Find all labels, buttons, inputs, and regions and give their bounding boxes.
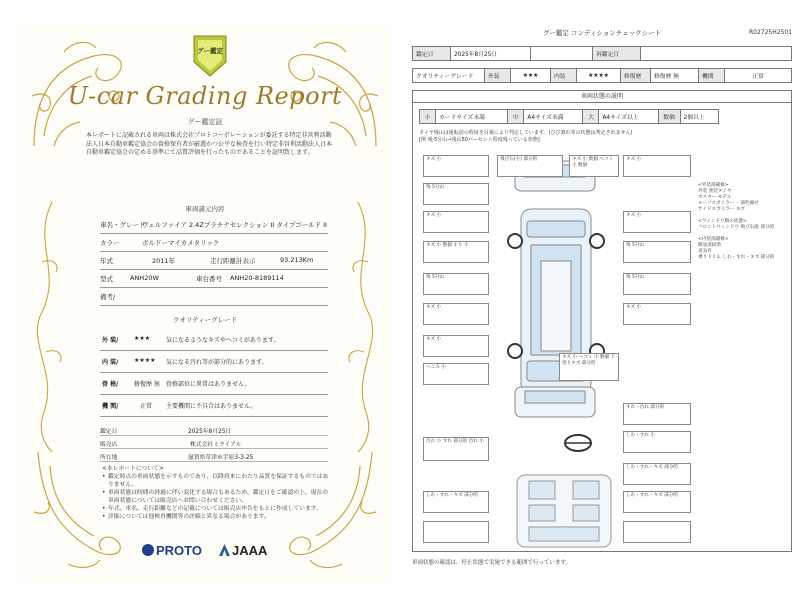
dealer-value: 株式会社ミライアル xyxy=(190,441,242,448)
legend-several-desc: 2個以上 xyxy=(680,110,718,124)
callout-box: キズ 小 ヘコミ 小 数個 下塗りキズ 部分的 xyxy=(559,353,619,381)
year-label: 年式 xyxy=(100,257,113,265)
legend-several: 数個 xyxy=(658,110,680,124)
note-item: • 鑑定時点の車両状態を示すものであり、以降将来にわたり品質を保証するものではありません。 xyxy=(102,473,330,489)
report-title: U-car Grading Report xyxy=(67,82,343,110)
date-value: 2025年8月25日 xyxy=(188,428,232,435)
hdr-redate-value xyxy=(641,47,792,61)
emblem-label: グー鑑定 xyxy=(197,47,223,55)
note-item: • 車両状態は時間の経過に伴い変化する場合もあるため、鑑定日をご確認の上、現在の車両状態については販売店へお問い合わせください。 xyxy=(102,489,330,505)
callout-box: キズ 小 数個 すり 小 xyxy=(423,241,489,263)
hdr-ext-label: 外装 xyxy=(485,69,511,83)
mileage-value: 93,213Km xyxy=(280,256,314,264)
hdr-mech-label: 機関 xyxy=(699,69,725,83)
sheet-footer-note: 車両状態の確認は、停止状態で実施できる範囲で行っています。 xyxy=(412,560,572,566)
spec-row-color xyxy=(100,234,328,252)
side-note-line: カスター モデル xyxy=(698,195,732,200)
model-label: 型式 xyxy=(100,275,113,283)
hdr-repair-label: 修復歴 xyxy=(621,69,651,83)
callout-box: キズ 小 xyxy=(623,303,691,325)
callout-box-empty xyxy=(423,521,489,543)
hdr-int-label: 内装 xyxy=(551,69,577,83)
info-row-address xyxy=(100,449,328,462)
side-note-line: <ウィンドウ類の状態> xyxy=(698,219,747,224)
side-note-line: <外装部補修> xyxy=(698,183,729,188)
callout-box: しわ・すれ・キズ 部分的 xyxy=(623,491,691,513)
side-note-line: 外装 塗装タイヤ xyxy=(698,189,732,194)
size-legend xyxy=(419,109,719,124)
exterior-stars: ★★★ xyxy=(134,335,151,342)
exterior-text: 気になるようなキズやヘコミがあります。 xyxy=(166,337,280,344)
callout-box: キズ 小 xyxy=(423,211,489,233)
side-note-line: 乗りドリム しわ・すれ・キズ 部分的 xyxy=(698,255,775,260)
callout-box: すれ・汚れ 部分的 xyxy=(623,403,691,425)
spec-heading: 車両諸元内容 xyxy=(185,205,225,213)
callout-box: 汚れ 小 すれ 部分的 汚れ 小 xyxy=(423,437,489,461)
tire-note: タイヤ残山は運転前の程度を目視により判定しています。(ひび割れ等の状態は判定されません) xyxy=(419,130,633,136)
grading-certificate xyxy=(18,22,392,582)
side-note-line: 臭気有 xyxy=(698,249,712,254)
flourish-right-side xyxy=(338,202,388,452)
callout-box: 残 5分山 xyxy=(623,241,691,263)
address-label: 所在地 xyxy=(100,454,118,461)
side-note-line: <内装部補修> xyxy=(698,237,729,242)
interior-label: 内 装/ xyxy=(102,359,119,366)
info-row-dealer xyxy=(100,436,328,449)
proto-logo-text: PROTO xyxy=(156,543,202,558)
callout-box: キズ 小 xyxy=(623,211,691,233)
side-note-line: サイドスポイラー キズ xyxy=(698,207,745,212)
callout-box: 残 5分山 xyxy=(423,183,489,205)
exterior-label: 外 装/ xyxy=(102,337,119,344)
year-value: 2011年 xyxy=(152,257,176,265)
mech-label: 機 関/ xyxy=(102,403,119,410)
address-value: 滋賀県草津市手原3-3-25 xyxy=(188,454,254,461)
legend-medium: 中 xyxy=(508,110,524,124)
legend-large-desc: A4サイズ以上 xyxy=(599,110,658,124)
hdr-empty xyxy=(531,47,593,61)
interior-text: 気になる汚れ等が部分的にあります。 xyxy=(166,359,268,366)
document-number: R02725H2501 xyxy=(748,29,792,36)
grade-row-mechanical xyxy=(100,395,328,417)
spec-row-year xyxy=(100,252,328,270)
note-item: • 年式、車名、走行距離などの記載については販売店申告をもとに作成しています。 xyxy=(102,505,330,513)
side-note-line: 簡易清掃済 xyxy=(698,243,721,248)
grade-row-frame xyxy=(100,373,328,395)
jaaa-logo xyxy=(219,543,267,558)
callout-box: 残 5分山 xyxy=(423,273,489,295)
callout-box: へこみ 小 xyxy=(423,363,489,385)
callout-box-empty xyxy=(623,521,691,543)
callout-box: 残 5分山 xyxy=(623,273,691,295)
color-value: ボルドーマイカメタリック xyxy=(142,239,220,247)
callout-box: キズ 小 xyxy=(423,335,489,357)
sheet-title: グー鑑定 コンディションチェックシート xyxy=(542,29,662,37)
interior-seat-layout xyxy=(509,471,619,551)
hdr-int-value: ★★★★ xyxy=(577,69,621,83)
spec-row-name xyxy=(100,216,328,234)
legend-large: 大 xyxy=(583,110,599,124)
callout-box: しわ・すれ・キズ 部分的 xyxy=(623,463,691,485)
chassis-label: 車台番号 xyxy=(196,275,222,283)
legend-small: 小 xyxy=(420,110,436,124)
hdr-ext-value: ★★★ xyxy=(511,69,551,83)
diagram-title: 車両状態の説明 xyxy=(413,91,791,103)
frame-value: 修復歴 無 xyxy=(134,381,160,388)
date-label: 鑑定日 xyxy=(100,428,118,435)
notes-heading: <本レポートについて> xyxy=(102,466,164,472)
hdr-date-label: 鑑定日 xyxy=(413,47,451,61)
callout-box: キズ 小 xyxy=(623,155,691,177)
callout-box: しわ・すれ・キズ 部分的 xyxy=(423,491,489,513)
certificate-subtitle: グー鑑定証 xyxy=(187,118,223,126)
color-label: カラー xyxy=(100,239,120,247)
mileage-label: 走行距離計表示 xyxy=(210,257,256,265)
sheet-header-row2 xyxy=(412,68,792,83)
condition-diagram xyxy=(412,90,792,552)
side-note-line: ルーフスポイラー 一部色褪せ xyxy=(698,201,759,206)
chassis-value: ANH20-8189114 xyxy=(230,274,284,282)
tire-example-note: [例 残 5分山→残山50パーセント程度残っている状態] xyxy=(419,137,540,143)
callout-box: キズ 小 xyxy=(423,155,489,177)
proto-mark-icon xyxy=(142,544,154,556)
callout-box: キズ 小 数個 ヘコミ 小 数個 xyxy=(569,155,619,177)
condition-check-sheet xyxy=(412,28,792,568)
side-note-line: フロントウィンドウ 飛び石痕 部分的 xyxy=(698,225,775,230)
frame-label: 骨 格/ xyxy=(102,381,119,388)
legend-medium-desc: A4サイズ未満 xyxy=(524,110,583,124)
flourish-left-side xyxy=(22,202,72,452)
hdr-date-value: 2025年8月25日 xyxy=(451,47,531,61)
mech-value: 正常 xyxy=(140,403,153,410)
legend-small-desc: カードサイズ未満 xyxy=(436,110,508,124)
steering-wheel-icon xyxy=(563,433,593,453)
vehicle-rear-view xyxy=(505,385,605,421)
quality-heading: クオリティーグレード xyxy=(172,316,238,324)
jaaa-mark-icon xyxy=(219,544,230,556)
jaaa-logo-text: JAAA xyxy=(232,543,268,558)
interior-stars: ★★★★ xyxy=(134,357,156,364)
proto-logo xyxy=(142,543,202,558)
callout-box: キズ 小 xyxy=(423,303,489,325)
info-row-date xyxy=(100,423,328,436)
callout-box: 飛び石(小) 部分的 xyxy=(497,155,563,177)
certificate-intro: 本レポートに記載される車両は株式会社プロトコーポレーションが委託する特定非営利活動法人日本自動車鑑定協会の資格保有者が厳選かつ公平な検査を行い特定非営利活動法人日本自動車鑑定協会の定める基準にて品質評価を行ったものであることを証明致します。 xyxy=(86,132,333,157)
grade-row-exterior xyxy=(100,329,328,351)
hdr-quality-label: クオリティーグレード xyxy=(413,69,485,83)
spec-row-remarks xyxy=(100,288,328,306)
report-notes xyxy=(102,465,330,521)
condition-side-notes xyxy=(698,183,790,261)
hdr-redate-label: 再鑑定日 xyxy=(593,47,641,61)
name-label: 車名・グレード xyxy=(100,221,146,229)
remarks-label: 備考/ xyxy=(100,293,116,301)
model-value: ANH20W xyxy=(130,274,159,282)
spec-row-model xyxy=(100,270,328,288)
hdr-mech-value: 正常 xyxy=(725,69,792,83)
mech-text: 主要機関に不具合はありません。 xyxy=(166,403,257,410)
sheet-header-row1 xyxy=(412,46,792,61)
hdr-repair-value: 修復歴 無 xyxy=(651,69,699,83)
callout-box: しわ・すれ 小 xyxy=(623,431,691,453)
dealer-label: 販売店 xyxy=(100,441,118,448)
grade-row-interior xyxy=(100,351,328,373)
goo-emblem xyxy=(190,34,230,78)
frame-text: 骨格部位に異常はありません。 xyxy=(166,381,251,388)
note-item: • 評価については他検査機関等の評価と異なる場合があります。 xyxy=(102,513,330,521)
name-value: ヴェルファイア 2.4Zプラチナセレクション II タイプゴールド II xyxy=(142,221,327,229)
